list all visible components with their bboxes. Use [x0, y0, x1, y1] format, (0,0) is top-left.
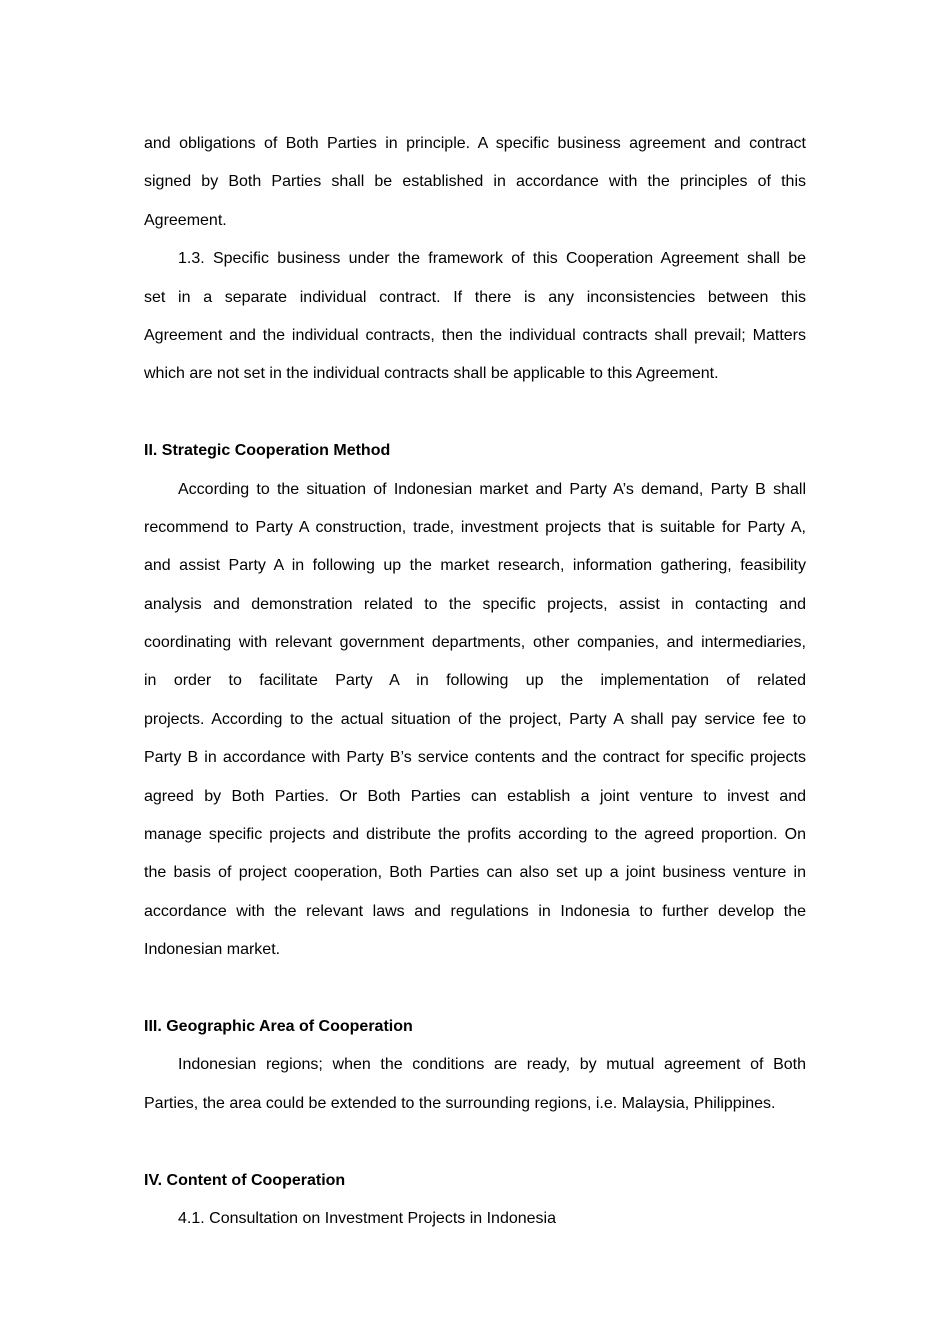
text-line: accordance with the relevant laws and regulations in Indonesia to further develop the	[144, 902, 806, 920]
text-line: analysis and demonstration related to the specific projects, assist in contacting and	[144, 595, 806, 613]
paragraph-principles	[144, 125, 806, 240]
text-line: Agreement and the individual contracts, then the individual contracts shall prevail; Matters	[144, 326, 806, 344]
document-page	[144, 125, 806, 1238]
paragraph-clause-1-3	[144, 240, 806, 394]
text-line: agreed by Both Parties. Or Both Parties can establish a joint venture to invest and	[144, 787, 806, 805]
section-heading-3: III. Geographic Area of Cooperation	[144, 1017, 413, 1035]
paragraph-strategic-cooperation	[144, 471, 806, 970]
paragraph-geographic-area	[144, 1046, 806, 1123]
text-line: Indonesian regions; when the conditions are ready, by mutual agreement of Both	[178, 1056, 806, 1074]
text-line: and obligations of Both Parties in principle. A specific business agreement and contract	[144, 135, 806, 152]
text-line: Agreement.	[144, 211, 227, 229]
text-line: and assist Party A in following up the market research, information gathering, feasibility	[144, 557, 806, 575]
section-heading-2: II. Strategic Cooperation Method	[144, 442, 391, 460]
text-line: Parties, the area could be extended to the surrounding regions, i.e. Malaysia, Philippines.	[144, 1094, 776, 1112]
spacer	[144, 394, 806, 432]
text-line: manage specific projects and distribute the profits according to the agreed proportion. On	[144, 826, 806, 844]
text-line: set in a separate individual contract. If there is any inconsistencies between this	[144, 288, 806, 306]
text-line: which are not set in the individual contracts shall be applicable to this Agreement.	[144, 365, 719, 383]
text-line: the basis of project cooperation, Both Parties can also set up a joint business venture in	[144, 864, 806, 882]
spacer	[144, 1123, 806, 1161]
text-line: signed by Both Parties shall be established in accordance with the principles of this	[144, 173, 806, 191]
text-line: Party B in accordance with Party B’s service contents and the contract for specific projects	[144, 749, 806, 767]
text-line: Indonesian market.	[144, 941, 281, 959]
text-line: in order to facilitate Party A in following up the implementation of related	[144, 672, 806, 690]
text-line: According to the situation of Indonesian market and Party A’s demand, Party B shall	[178, 480, 806, 498]
text-line: coordinating with relevant government departments, other companies, and intermediaries,	[144, 634, 806, 652]
text-line: 1.3. Specific business under the framework of this Cooperation Agreement shall be	[178, 250, 806, 268]
section-heading-4: IV. Content of Cooperation	[144, 1171, 346, 1189]
text-line: recommend to Party A construction, trade, investment projects that is suitable for Party A,	[144, 518, 806, 536]
spacer	[144, 970, 806, 1008]
clause-4-1-title: 4.1. Consultation on Investment Projects in Indonesia	[178, 1209, 556, 1227]
text-line: projects. According to the actual situation of the project, Party A shall pay service fee to	[144, 710, 806, 728]
